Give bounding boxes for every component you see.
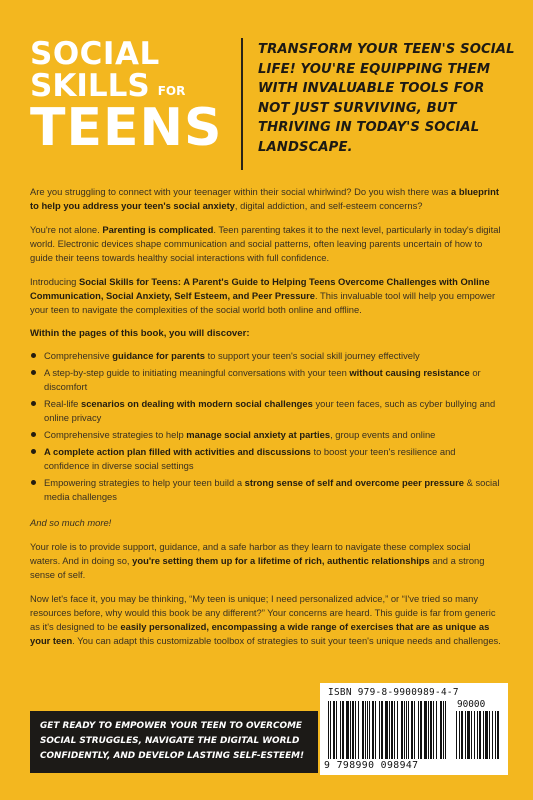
paragraph-intro: Are you struggling to connect with your teenager within their social whirlwind? Do you wish there was a blueprint to help you address your teen's social anxiety, digital addiction, and self-esteem concerns? <box>30 186 499 211</box>
barcode-digits: 9 798990 098947 <box>324 760 419 771</box>
paragraph-introducing: Introducing Social Skills for Teens: A Parent's Guide to Helping Teens Overcome Challenges with Online Communication, Social Anxiety, Self Esteem, and Peer Pressure. This invaluable tool will help you empower your teen to navigate the complexities of the social world both online and offline. <box>30 276 496 315</box>
list-item: A step-by-step guide to initiating meaningful conversations with your teen without causing resistance or discomfort <box>30 366 502 394</box>
banner-text: GET READY TO EMPOWER YOUR TEEN TO OVERCOME SOCIAL STRUGGLES, NAVIGATE THE DIGITAL WORLD CONFIDENTLY, AND DEVELOP LASTING SELF-ESTEEM! <box>40 721 305 761</box>
list-item: Empowering strategies to help your teen build a strong sense of self and overcome peer pressure & social media challenges <box>30 476 502 504</box>
barcode-addon-bars-icon <box>456 711 500 759</box>
list-item: Comprehensive guidance for parents to support your teen's social skill journey effectively <box>30 349 502 363</box>
list-item: Real-life scenarios on dealing with modern social challenges your teen faces, such as cyber bullying and online privacy <box>30 397 502 425</box>
bullet-icon <box>31 432 36 437</box>
price-code: 90000 <box>457 699 486 710</box>
bullet-icon <box>31 370 36 375</box>
list-heading: Within the pages of this book, you will discover: <box>30 328 250 339</box>
paragraph-unique: Now let's face it, you may be thinking, “My teen is unique; I need personalized advice,” or “I've tried so many resources before, why would this book be any different?” Your concerns are heard. This guide is far from generic as it's designed to be easily personalized, encompassing a wide range of exercises that are as unique as your teen. You can adapt this customizable toolbox of strategies to suit your teen's unique needs and challenges. <box>30 593 501 646</box>
vertical-divider <box>241 38 243 170</box>
list-item: Comprehensive strategies to help manage social anxiety at parties, group events and online <box>30 428 502 442</box>
bullet-icon <box>31 480 36 485</box>
tagline: TRANSFORM YOUR TEEN'S SOCIAL LIFE! YOU'RE EQUIPPING THEM WITH INVALUABLE TOOLS FOR NOT JUST SURVIVING, BUT THRIVING IN TODAY'S SOCIAL LANDSCAPE. <box>258 42 515 155</box>
bullet-icon <box>31 449 36 454</box>
book-title <box>30 36 230 158</box>
bullet-icon <box>31 401 36 406</box>
title-line-teens: TEENS <box>30 98 223 158</box>
paragraph-not-alone: You're not alone. Parenting is complicated. Teen parenting takes it to the next level, particularly in today's digital world. Electronic devices shape communication and social patterns, often leaving parents uncertain of how to guide their teens towards healthy social interactions with full confidence. <box>30 224 501 263</box>
title-line-social: SOCIAL <box>30 36 160 72</box>
title-word-for: FOR <box>157 84 186 98</box>
title-line-skills: SKILLS <box>30 68 150 104</box>
isbn-number: ISBN 979-8-9900989-4-7 <box>328 687 459 698</box>
list-item: A complete action plan filled with activities and discussions to boost your teen's resilience and confidence in diverse social settings <box>30 445 502 473</box>
bullet-icon <box>31 353 36 358</box>
bottom-banner <box>30 711 318 773</box>
isbn-barcode <box>320 683 508 775</box>
feature-list <box>30 349 502 504</box>
and-so-much-more: And so much more! <box>30 517 112 528</box>
description-body <box>30 185 502 658</box>
barcode-bars-icon <box>328 701 446 759</box>
paragraph-your-role: Your role is to provide support, guidance, and a safe harbor as they learn to navigate these complex social waters. And in doing so, you're setting them up for a lifetime of rich, authentic relationships and a strong sense of self. <box>30 541 485 580</box>
